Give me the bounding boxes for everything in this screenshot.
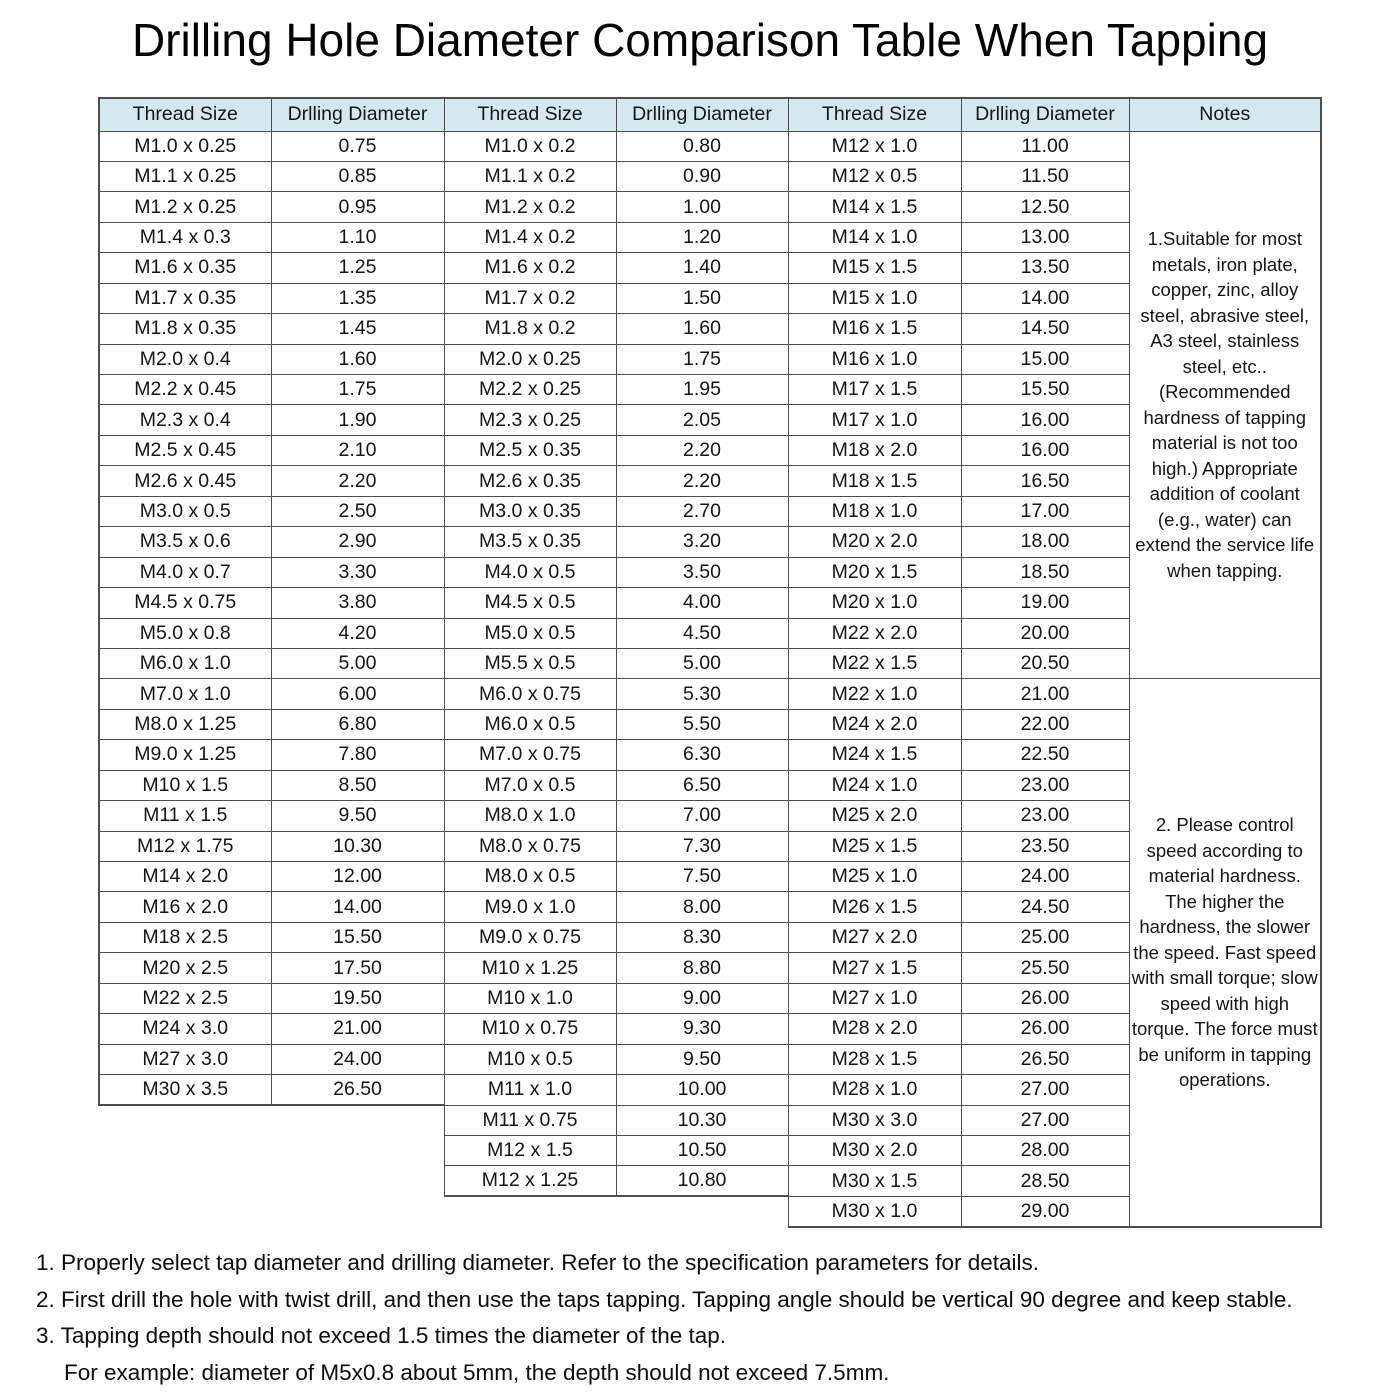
thread-size-cell: M18 x 2.5 — [99, 922, 271, 952]
drill-diameter-cell: 12.00 — [271, 862, 444, 892]
header-drilling-diameter-3: Drlling Diameter — [961, 98, 1129, 131]
header-row — [99, 98, 1321, 131]
drill-diameter-cell: 1.25 — [271, 253, 444, 283]
thread-size-cell: M18 x 1.0 — [788, 496, 961, 526]
drill-diameter-cell: 2.20 — [616, 466, 788, 496]
thread-size-cell: M1.4 x 0.2 — [444, 222, 616, 252]
header-thread-size-2: Thread Size — [444, 98, 616, 131]
drill-diameter-cell: 27.00 — [961, 1105, 1129, 1135]
thread-size-cell: M2.2 x 0.45 — [99, 375, 271, 405]
thread-size-cell: M28 x 1.0 — [788, 1075, 961, 1105]
drill-diameter-cell: 22.00 — [961, 709, 1129, 739]
drill-diameter-cell: 3.30 — [271, 557, 444, 587]
thread-size-cell: M24 x 1.0 — [788, 770, 961, 800]
drill-diameter-cell: 14.00 — [271, 892, 444, 922]
thread-size-cell: M16 x 2.0 — [99, 892, 271, 922]
drill-diameter-cell: 19.50 — [271, 983, 444, 1013]
drill-diameter-cell: 1.10 — [271, 222, 444, 252]
thread-size-cell: M2.5 x 0.35 — [444, 435, 616, 465]
thread-size-cell: M12 x 1.25 — [444, 1166, 616, 1196]
thread-size-cell: M27 x 1.0 — [788, 983, 961, 1013]
thread-size-cell: M8.0 x 0.5 — [444, 862, 616, 892]
drill-diameter-cell: 1.95 — [616, 375, 788, 405]
drill-diameter-cell: 18.50 — [961, 557, 1129, 587]
drill-diameter-cell: 16.00 — [961, 405, 1129, 435]
thread-size-cell: M7.0 x 0.75 — [444, 740, 616, 770]
drill-diameter-cell: 26.50 — [961, 1044, 1129, 1074]
thread-size-cell: M30 x 2.0 — [788, 1135, 961, 1165]
drill-diameter-cell: 5.00 — [271, 648, 444, 678]
thread-size-cell: M2.2 x 0.25 — [444, 375, 616, 405]
thread-size-cell: M1.7 x 0.2 — [444, 283, 616, 313]
drill-diameter-cell: 3.20 — [616, 527, 788, 557]
drill-diameter-cell: 18.00 — [961, 527, 1129, 557]
thread-size-cell: M6.0 x 1.0 — [99, 648, 271, 678]
drill-diameter-cell: 1.45 — [271, 314, 444, 344]
footnotes — [36, 1250, 1293, 1396]
thread-size-cell: M2.3 x 0.4 — [99, 405, 271, 435]
thread-size-cell: M1.4 x 0.3 — [99, 222, 271, 252]
drill-diameter-cell: 7.50 — [616, 862, 788, 892]
thread-size-cell: M22 x 1.0 — [788, 679, 961, 709]
drill-diameter-cell: 23.00 — [961, 770, 1129, 800]
empty-cell — [444, 1196, 788, 1226]
drill-diameter-cell: 5.00 — [616, 648, 788, 678]
drill-diameter-cell: 24.50 — [961, 892, 1129, 922]
drill-diameter-cell: 21.00 — [961, 679, 1129, 709]
drill-diameter-cell: 6.80 — [271, 709, 444, 739]
thread-size-cell: M16 x 1.5 — [788, 314, 961, 344]
thread-size-cell: M11 x 0.75 — [444, 1105, 616, 1135]
thread-size-cell: M10 x 1.5 — [99, 770, 271, 800]
drill-diameter-cell: 4.00 — [616, 588, 788, 618]
thread-size-cell: M1.8 x 0.35 — [99, 314, 271, 344]
thread-size-cell: M25 x 1.0 — [788, 862, 961, 892]
drill-diameter-cell: 2.50 — [271, 496, 444, 526]
thread-size-cell: M18 x 2.0 — [788, 435, 961, 465]
drill-diameter-cell: 21.00 — [271, 1014, 444, 1044]
drill-diameter-cell: 10.30 — [616, 1105, 788, 1135]
drill-diameter-cell: 26.50 — [271, 1075, 444, 1105]
drill-diameter-cell: 13.50 — [961, 253, 1129, 283]
drill-diameter-cell: 9.30 — [616, 1014, 788, 1044]
drill-diameter-cell: 24.00 — [961, 862, 1129, 892]
thread-size-cell: M30 x 3.5 — [99, 1075, 271, 1105]
thread-size-cell: M14 x 1.0 — [788, 222, 961, 252]
drill-diameter-cell: 10.50 — [616, 1135, 788, 1165]
drill-diameter-cell: 20.00 — [961, 618, 1129, 648]
thread-size-cell: M9.0 x 0.75 — [444, 922, 616, 952]
drill-diameter-cell: 20.50 — [961, 648, 1129, 678]
thread-size-cell: M1.2 x 0.25 — [99, 192, 271, 222]
header-drilling-diameter-2: Drlling Diameter — [616, 98, 788, 131]
thread-size-cell: M12 x 1.75 — [99, 831, 271, 861]
thread-size-cell: M26 x 1.5 — [788, 892, 961, 922]
thread-size-cell: M4.0 x 0.5 — [444, 557, 616, 587]
drill-diameter-cell: 29.00 — [961, 1196, 1129, 1226]
thread-size-cell: M1.8 x 0.2 — [444, 314, 616, 344]
drill-diameter-cell: 0.75 — [271, 131, 444, 161]
drill-diameter-cell: 1.90 — [271, 405, 444, 435]
footnote-3: 3. Tapping depth should not exceed 1.5 times the diameter of the tap. — [36, 1323, 727, 1348]
thread-size-cell: M7.0 x 1.0 — [99, 679, 271, 709]
thread-size-cell: M6.0 x 0.5 — [444, 709, 616, 739]
footnote-2: 2. First drill the hole with twist drill, and then use the taps tapping. Tapping angle should be vertical 90 degree and keep stable. — [36, 1286, 1293, 1312]
thread-size-cell: M25 x 1.5 — [788, 831, 961, 861]
header-notes: Notes — [1129, 98, 1321, 131]
drill-diameter-cell: 15.50 — [271, 922, 444, 952]
header-drilling-diameter-1: Drlling Diameter — [271, 98, 444, 131]
thread-size-cell: M9.0 x 1.25 — [99, 740, 271, 770]
thread-size-cell: M10 x 1.0 — [444, 983, 616, 1013]
thread-size-cell: M20 x 2.5 — [99, 953, 271, 983]
thread-size-cell: M30 x 3.0 — [788, 1105, 961, 1135]
drill-diameter-cell: 17.00 — [961, 496, 1129, 526]
thread-size-cell: M22 x 2.0 — [788, 618, 961, 648]
drill-diameter-cell: 1.00 — [616, 192, 788, 222]
drill-diameter-cell: 23.50 — [961, 831, 1129, 861]
empty-cell — [99, 1135, 444, 1165]
drill-diameter-cell: 9.50 — [616, 1044, 788, 1074]
thread-size-cell: M28 x 1.5 — [788, 1044, 961, 1074]
thread-size-cell: M10 x 1.25 — [444, 953, 616, 983]
thread-size-cell: M24 x 2.0 — [788, 709, 961, 739]
drill-diameter-cell: 7.30 — [616, 831, 788, 861]
thread-size-cell: M25 x 2.0 — [788, 801, 961, 831]
drill-diameter-cell: 9.50 — [271, 801, 444, 831]
thread-size-cell: M1.0 x 0.2 — [444, 131, 616, 161]
drill-diameter-cell: 2.90 — [271, 527, 444, 557]
thread-size-cell: M11 x 1.5 — [99, 801, 271, 831]
thread-size-cell: M2.0 x 0.25 — [444, 344, 616, 374]
table-header — [99, 98, 1321, 131]
thread-size-cell: M10 x 0.75 — [444, 1014, 616, 1044]
drill-diameter-cell: 1.40 — [616, 253, 788, 283]
thread-size-cell: M3.0 x 0.5 — [99, 496, 271, 526]
drill-diameter-cell: 14.00 — [961, 283, 1129, 313]
thread-size-cell: M7.0 x 0.5 — [444, 770, 616, 800]
drill-diameter-cell: 7.80 — [271, 740, 444, 770]
drill-diameter-cell: 0.80 — [616, 131, 788, 161]
thread-size-cell: M1.0 x 0.25 — [99, 131, 271, 161]
notes-cell: 2. Please control speed according to material hardness. The higher the hardness, the slower the speed. Fast speed with small torque; slow speed with high torque. The force must be uniform in tapping operations. — [1129, 679, 1321, 1227]
drill-diameter-cell: 27.00 — [961, 1075, 1129, 1105]
thread-size-cell: M1.1 x 0.25 — [99, 161, 271, 191]
drilling-comparison-table — [98, 97, 1322, 1228]
drill-diameter-cell: 11.50 — [961, 161, 1129, 191]
drill-diameter-cell: 10.00 — [616, 1075, 788, 1105]
drill-diameter-cell: 6.50 — [616, 770, 788, 800]
drill-diameter-cell: 8.80 — [616, 953, 788, 983]
thread-size-cell: M27 x 3.0 — [99, 1044, 271, 1074]
footnote-3-example: For example: diameter of M5x0.8 about 5mm, the depth should not exceed 7.5mm. — [64, 1359, 890, 1385]
drill-diameter-cell: 14.50 — [961, 314, 1129, 344]
drill-diameter-cell: 2.10 — [271, 435, 444, 465]
thread-size-cell: M30 x 1.0 — [788, 1196, 961, 1226]
drill-diameter-cell: 16.50 — [961, 466, 1129, 496]
drill-diameter-cell: 1.20 — [616, 222, 788, 252]
drill-diameter-cell: 2.70 — [616, 496, 788, 526]
thread-size-cell: M4.5 x 0.75 — [99, 588, 271, 618]
thread-size-cell: M1.6 x 0.35 — [99, 253, 271, 283]
drill-diameter-cell: 28.00 — [961, 1135, 1129, 1165]
drill-diameter-cell: 6.00 — [271, 679, 444, 709]
footnote-1: 1. Properly select tap diameter and drilling diameter. Refer to the specification parameters for details. — [36, 1250, 1039, 1275]
thread-size-cell: M15 x 1.5 — [788, 253, 961, 283]
drill-diameter-cell: 8.00 — [616, 892, 788, 922]
thread-size-cell: M4.5 x 0.5 — [444, 588, 616, 618]
thread-size-cell: M1.7 x 0.35 — [99, 283, 271, 313]
drill-diameter-cell: 2.20 — [271, 466, 444, 496]
drill-diameter-cell: 8.30 — [616, 922, 788, 952]
empty-cell — [99, 1105, 444, 1135]
drill-diameter-cell: 0.85 — [271, 161, 444, 191]
thread-size-cell: M17 x 1.5 — [788, 375, 961, 405]
drill-diameter-cell: 25.50 — [961, 953, 1129, 983]
empty-cell — [99, 1166, 444, 1196]
drill-diameter-cell: 0.95 — [271, 192, 444, 222]
drill-diameter-cell: 2.05 — [616, 405, 788, 435]
drill-diameter-cell: 24.00 — [271, 1044, 444, 1074]
drill-diameter-cell: 10.80 — [616, 1166, 788, 1196]
table-row — [99, 679, 1321, 709]
thread-size-cell: M14 x 2.0 — [99, 862, 271, 892]
drill-diameter-cell: 10.30 — [271, 831, 444, 861]
thread-size-cell: M2.6 x 0.35 — [444, 466, 616, 496]
thread-size-cell: M24 x 1.5 — [788, 740, 961, 770]
thread-size-cell: M12 x 1.0 — [788, 131, 961, 161]
thread-size-cell: M10 x 0.5 — [444, 1044, 616, 1074]
thread-size-cell: M18 x 1.5 — [788, 466, 961, 496]
drill-diameter-cell: 2.20 — [616, 435, 788, 465]
drill-diameter-cell: 15.00 — [961, 344, 1129, 374]
drill-diameter-cell: 4.50 — [616, 618, 788, 648]
thread-size-cell: M30 x 1.5 — [788, 1166, 961, 1196]
drill-diameter-cell: 3.50 — [616, 557, 788, 587]
drill-diameter-cell: 1.75 — [271, 375, 444, 405]
thread-size-cell: M15 x 1.0 — [788, 283, 961, 313]
thread-size-cell: M20 x 1.5 — [788, 557, 961, 587]
thread-size-cell: M1.6 x 0.2 — [444, 253, 616, 283]
thread-size-cell: M28 x 2.0 — [788, 1014, 961, 1044]
thread-size-cell: M2.0 x 0.4 — [99, 344, 271, 374]
thread-size-cell: M11 x 1.0 — [444, 1075, 616, 1105]
thread-size-cell: M1.1 x 0.2 — [444, 161, 616, 191]
thread-size-cell: M22 x 2.5 — [99, 983, 271, 1013]
thread-size-cell: M5.0 x 0.8 — [99, 618, 271, 648]
table-body — [99, 131, 1321, 1227]
drill-diameter-cell: 4.20 — [271, 618, 444, 648]
page-title: Drilling Hole Diameter Comparison Table When Tapping — [131, 14, 1269, 66]
thread-size-cell: M17 x 1.0 — [788, 405, 961, 435]
drill-diameter-cell: 9.00 — [616, 983, 788, 1013]
thread-size-cell: M8.0 x 1.25 — [99, 709, 271, 739]
thread-size-cell: M2.3 x 0.25 — [444, 405, 616, 435]
drill-diameter-cell: 26.00 — [961, 983, 1129, 1013]
thread-size-cell: M5.5 x 0.5 — [444, 648, 616, 678]
thread-size-cell: M5.0 x 0.5 — [444, 618, 616, 648]
thread-size-cell: M12 x 1.5 — [444, 1135, 616, 1165]
thread-size-cell: M20 x 1.0 — [788, 588, 961, 618]
notes-cell: 1.Suitable for most metals, iron plate, copper, zinc, alloy steel, abrasive steel, A3 steel, stainless steel, etc..(Recommended hardness of tapping material is not too high.) Appropriate addition of coolant (e.g., water) can extend the service life when tapping. — [1129, 131, 1321, 679]
drill-diameter-cell: 25.00 — [961, 922, 1129, 952]
drill-diameter-cell: 5.30 — [616, 679, 788, 709]
thread-size-cell: M20 x 2.0 — [788, 527, 961, 557]
thread-size-cell: M2.5 x 0.45 — [99, 435, 271, 465]
drill-diameter-cell: 5.50 — [616, 709, 788, 739]
thread-size-cell: M16 x 1.0 — [788, 344, 961, 374]
drill-diameter-cell: 7.00 — [616, 801, 788, 831]
table-row — [99, 131, 1321, 161]
drill-diameter-cell: 15.50 — [961, 375, 1129, 405]
thread-size-cell: M8.0 x 0.75 — [444, 831, 616, 861]
thread-size-cell: M6.0 x 0.75 — [444, 679, 616, 709]
header-thread-size-3: Thread Size — [788, 98, 961, 131]
drill-diameter-cell: 1.50 — [616, 283, 788, 313]
thread-size-cell: M3.5 x 0.6 — [99, 527, 271, 557]
drill-diameter-cell: 1.35 — [271, 283, 444, 313]
drill-diameter-cell: 0.90 — [616, 161, 788, 191]
drill-diameter-cell: 1.60 — [271, 344, 444, 374]
empty-cell — [99, 1196, 444, 1226]
thread-size-cell: M3.0 x 0.35 — [444, 496, 616, 526]
thread-size-cell: M27 x 2.0 — [788, 922, 961, 952]
drill-diameter-cell: 6.30 — [616, 740, 788, 770]
drill-diameter-cell: 22.50 — [961, 740, 1129, 770]
thread-size-cell: M22 x 1.5 — [788, 648, 961, 678]
drill-diameter-cell: 1.60 — [616, 314, 788, 344]
thread-size-cell: M14 x 1.5 — [788, 192, 961, 222]
drill-diameter-cell: 26.00 — [961, 1014, 1129, 1044]
thread-size-cell: M1.2 x 0.2 — [444, 192, 616, 222]
thread-size-cell: M3.5 x 0.35 — [444, 527, 616, 557]
thread-size-cell: M24 x 3.0 — [99, 1014, 271, 1044]
thread-size-cell: M9.0 x 1.0 — [444, 892, 616, 922]
thread-size-cell: M12 x 0.5 — [788, 161, 961, 191]
thread-size-cell: M27 x 1.5 — [788, 953, 961, 983]
thread-size-cell: M4.0 x 0.7 — [99, 557, 271, 587]
thread-size-cell: M2.6 x 0.45 — [99, 466, 271, 496]
drill-diameter-cell: 8.50 — [271, 770, 444, 800]
thread-size-cell: M8.0 x 1.0 — [444, 801, 616, 831]
drill-diameter-cell: 11.00 — [961, 131, 1129, 161]
drill-diameter-cell: 16.00 — [961, 435, 1129, 465]
drill-diameter-cell: 19.00 — [961, 588, 1129, 618]
header-thread-size-1: Thread Size — [99, 98, 271, 131]
drill-diameter-cell: 1.75 — [616, 344, 788, 374]
drill-diameter-cell: 23.00 — [961, 801, 1129, 831]
drill-diameter-cell: 17.50 — [271, 953, 444, 983]
drill-diameter-cell: 13.00 — [961, 222, 1129, 252]
drill-diameter-cell: 28.50 — [961, 1166, 1129, 1196]
drill-diameter-cell: 12.50 — [961, 192, 1129, 222]
drill-diameter-cell: 3.80 — [271, 588, 444, 618]
